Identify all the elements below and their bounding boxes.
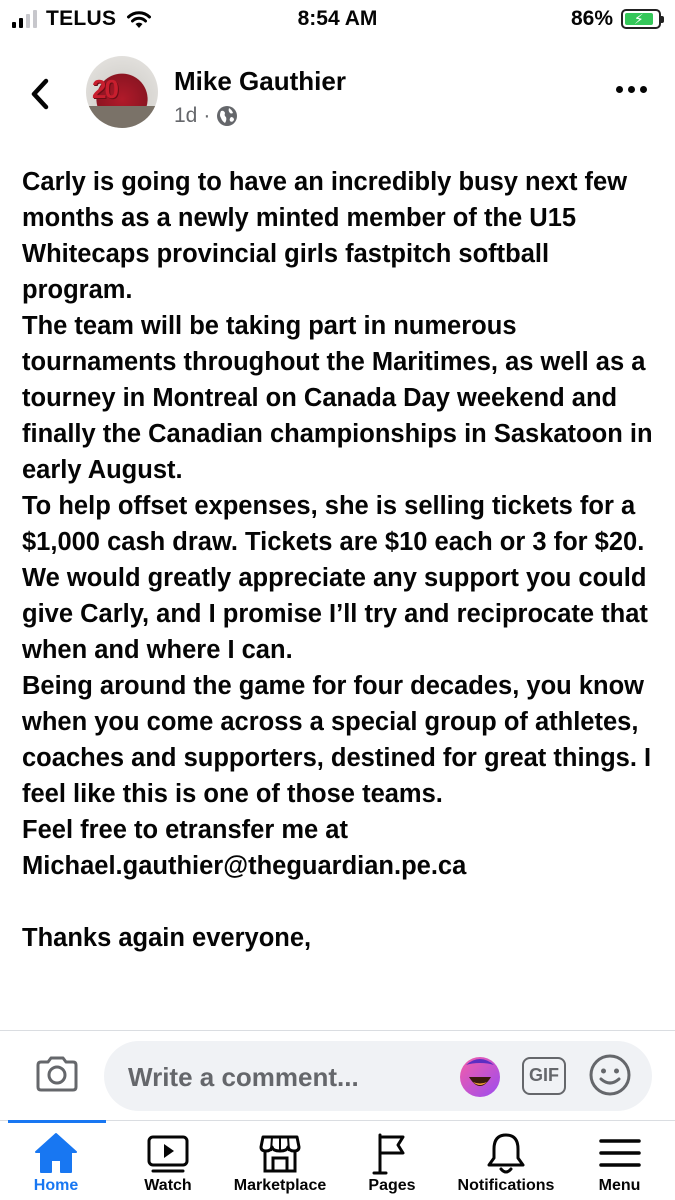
tab-label: Home [33,1177,79,1194]
marketplace-icon [257,1131,303,1175]
post-timestamp[interactable]: 1d [174,104,198,127]
comment-placeholder: Write a comment... [128,1062,359,1092]
carrier-name: TELUS [46,7,117,30]
post-paragraph: We would greatly appreciate any support you could give Carly, and I promise I’ll try and reciprocate that when and where I can. [22,564,648,664]
status-time: 8:54 AM [297,7,378,30]
tab-watch[interactable] [112,1121,224,1200]
tab-label: Menu [598,1177,641,1194]
status-right [571,7,661,31]
comment-input[interactable] [104,1041,652,1111]
battery-icon [621,9,661,29]
battery-level [625,13,653,25]
tab-label: Marketplace [233,1177,327,1194]
back-button[interactable] [26,76,56,112]
tab-menu[interactable] [564,1121,675,1200]
globe-icon [216,105,238,127]
status-bar [0,0,675,38]
comment-bar [0,1030,675,1120]
tab-notifications[interactable] [448,1121,564,1200]
tab-label: Notifications [457,1177,555,1194]
bottom-tab-bar [0,1120,675,1200]
home-icon [33,1131,79,1175]
post-paragraph: Feel free to etransfer me at Michael.gauthier@theguardian.pe.ca [22,816,467,880]
charging-bolt-icon: ⚡ [633,11,644,27]
camera-icon[interactable] [34,1055,80,1093]
post-meta [174,104,238,128]
battery-percent: 86% [570,7,613,30]
avatar-sticker-icon[interactable] [458,1055,502,1099]
flag-icon [369,1131,415,1175]
post-paragraph: Carly is going to have an incredibly busy next few months as a newly minted member of the U15 Whitecaps provincial girls fastpitch softball program. [22,168,628,304]
author-name[interactable]: Mike Gauthier [174,66,346,96]
tab-pages[interactable] [336,1121,448,1200]
post-header [0,50,675,140]
meta-separator: · [203,104,211,127]
post-paragraph: Being around the game for four decades, you know when you come across a special group of athletes, coaches and supporters, destined for great things. I feel like this is one of those teams. [22,672,652,808]
emoji-icon[interactable] [588,1053,632,1097]
menu-icon [597,1131,643,1175]
post-paragraph: Thanks again everyone, [22,924,312,952]
bell-icon [483,1131,529,1175]
tab-marketplace[interactable] [224,1121,336,1200]
post-body [22,164,662,1026]
post-paragraph: To help offset expenses, she is selling tickets for a $1,000 cash draw. Tickets are $10 each or 3 for $20. [22,492,645,556]
post-paragraph: The team will be taking part in numerous tournaments throughout the Maritimes, as well as a tourney in Montreal on Canada Day weekend and finally the Canadian championships in Saskatoon in early August. [22,312,653,484]
author-avatar[interactable]: 20 [86,56,158,128]
tab-label: Watch [144,1177,192,1194]
tab-home[interactable] [0,1121,112,1200]
more-options-button[interactable] [616,86,647,93]
gif-button[interactable]: GIF [522,1057,566,1095]
tab-label: Pages [368,1177,416,1194]
watch-icon [145,1131,191,1175]
